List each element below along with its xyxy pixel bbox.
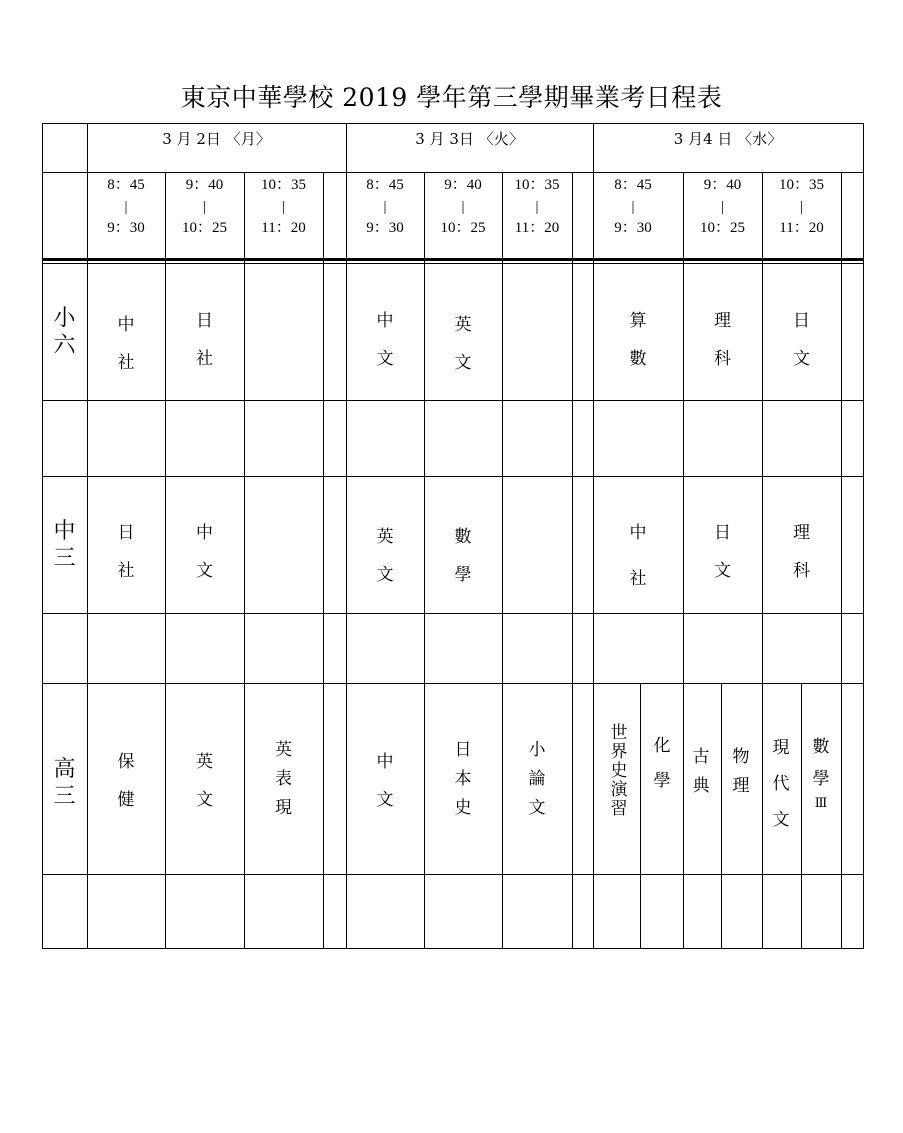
- time-slot: [87, 175, 165, 240]
- time-start: 9：40: [703, 177, 742, 193]
- time-slot: [683, 175, 762, 240]
- exam-subject: 日 文: [714, 523, 731, 581]
- time-slot: [762, 175, 841, 240]
- time-separator: |: [202, 198, 206, 215]
- time-end: 9：30: [107, 220, 145, 236]
- time-start: 8：45: [366, 177, 404, 193]
- exam-subject: 中 文: [196, 523, 213, 581]
- exam-subject: 中 社: [629, 523, 647, 589]
- day-header-1: 3 月 2日 〈月〉: [162, 130, 271, 148]
- time-separator: |: [124, 198, 128, 215]
- time-end: 9：30: [366, 220, 404, 236]
- grade-label-middle-3: 中 三: [53, 519, 76, 571]
- time-slot: [346, 175, 424, 240]
- time-start: 10：35: [514, 177, 560, 193]
- exam-subject: 日 本 史: [454, 740, 472, 818]
- exam-subject: 英 文: [454, 315, 472, 373]
- exam-subject: 化 學: [653, 736, 671, 791]
- exam-subject: 算 數: [629, 311, 647, 369]
- time-end: 10：25: [699, 220, 745, 236]
- time-start: 10：35: [778, 177, 824, 193]
- time-separator: |: [799, 198, 803, 215]
- time-separator: |: [461, 198, 465, 215]
- exam-subject: 中 社: [117, 315, 135, 373]
- exam-subject: 數 學 Ⅲ: [812, 737, 830, 811]
- time-end: 10：25: [440, 220, 486, 236]
- exam-subject: 中 文: [376, 311, 394, 369]
- page-title: 東京中華學校 2019 學年第三學期畢業考日程表: [180, 83, 723, 112]
- day-header-2: 3 月 3日 〈火〉: [415, 130, 524, 148]
- exam-subject: 日 社: [117, 523, 135, 581]
- exam-subject: 英 文: [376, 527, 394, 585]
- time-slot: [165, 175, 244, 240]
- exam-subject: 理 科: [793, 523, 810, 581]
- exam-subject: 物 理: [732, 747, 750, 796]
- time-start: 9：40: [185, 177, 224, 193]
- exam-subject: 數 學: [454, 527, 472, 585]
- exam-subject: 現 代 文: [772, 738, 790, 830]
- exam-subject: 理 科: [714, 311, 731, 369]
- time-end: 9：30: [614, 220, 652, 236]
- day-header-3: 3 月4 日 〈水〉: [673, 130, 783, 148]
- exam-subject: 世 界 史 演 習: [610, 723, 628, 819]
- time-slot: [244, 175, 323, 240]
- time-end: 11：20: [261, 220, 306, 236]
- time-start: 9：40: [444, 177, 482, 193]
- time-end: 11：20: [779, 220, 824, 236]
- exam-subject: 小 論 文: [528, 740, 546, 818]
- time-start: 10：35: [260, 177, 306, 193]
- exam-subject: 英 表 現: [275, 740, 292, 818]
- exam-subject: 中 文: [376, 752, 394, 810]
- exam-subject: 日 社: [196, 311, 213, 369]
- time-separator: |: [631, 198, 635, 215]
- time-slot: [593, 175, 673, 240]
- time-separator: |: [383, 198, 387, 215]
- time-start: 8：45: [107, 177, 145, 193]
- time-start: 8：45: [614, 177, 652, 193]
- time-slot: [424, 175, 502, 240]
- grade-label-primary-6: 小 六: [53, 306, 76, 358]
- exam-subject: 保 健: [117, 752, 135, 810]
- exam-subject: 古 典: [692, 747, 710, 796]
- time-separator: |: [535, 198, 539, 215]
- exam-subject: 日 文: [793, 311, 810, 369]
- time-separator: |: [281, 198, 285, 215]
- time-slot: [502, 175, 572, 240]
- time-end: 10：25: [181, 220, 227, 236]
- exam-subject: 英 文: [196, 752, 213, 810]
- grade-label-high-3: 高 三: [53, 757, 76, 809]
- time-separator: |: [720, 198, 724, 215]
- time-end: 11：20: [514, 220, 560, 236]
